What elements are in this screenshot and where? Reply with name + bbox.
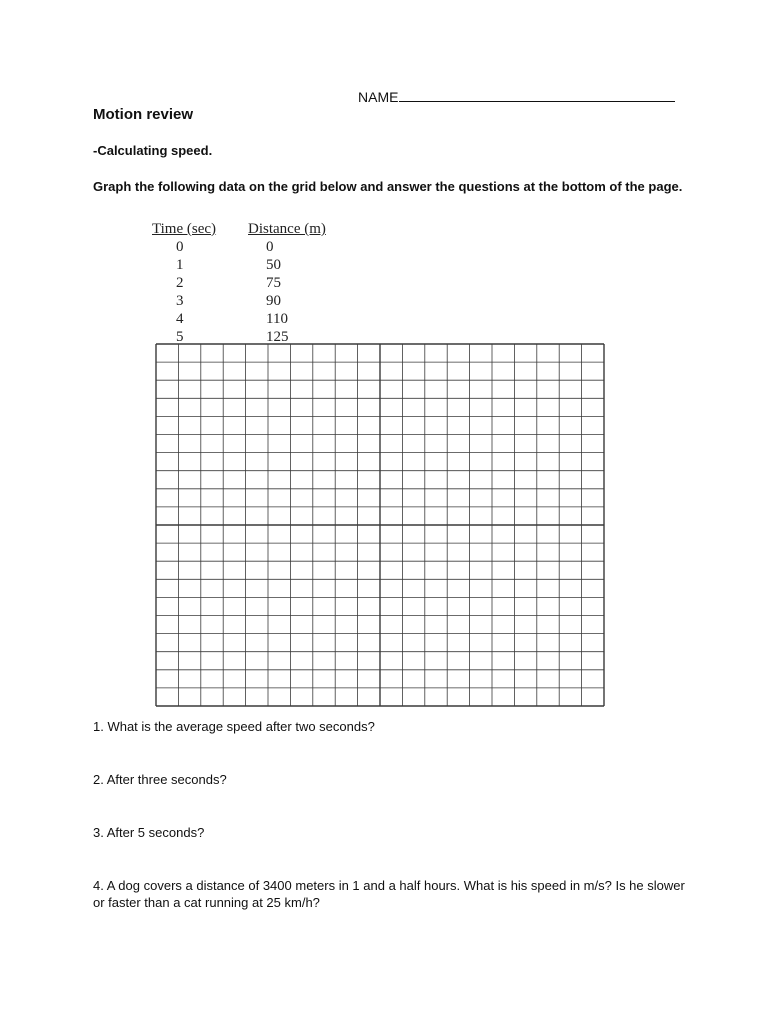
table-cell-time: 4 [176,311,184,327]
table-cell-distance: 75 [266,275,281,291]
name-blank-line[interactable] [399,88,675,102]
data-table [152,220,348,346]
table-cell-time: 3 [176,293,184,309]
instructions: Graph the following data on the grid below and answer the questions at the bottom of the page. [93,179,683,194]
table-cell-distance: 0 [266,239,274,255]
table-header-distance: Distance (m) [248,221,326,237]
table-cell-distance: 50 [266,257,281,273]
table-cell-time: 0 [176,239,184,255]
table-cell-time: 1 [176,257,184,273]
table-row [152,238,348,256]
table-header-row [152,220,348,238]
name-field[interactable] [358,88,675,105]
question-2: 2. After three seconds? [93,772,227,787]
table-cell-distance: 125 [266,329,289,345]
question-3: 3. After 5 seconds? [93,825,205,840]
table-cell-time: 5 [176,329,184,345]
table-cell-time: 2 [176,275,184,291]
table-header-time: Time (sec) [152,221,217,237]
table-cell-distance: 110 [266,311,288,327]
table-row [152,310,348,328]
section-subtitle: -Calculating speed. [93,143,213,158]
name-label: NAME [358,89,399,105]
question-1: 1. What is the average speed after two seconds? [93,719,375,734]
table-row [152,256,348,274]
question-4: 4. A dog covers a distance of 3400 meters in 1 and a half hours. What is his speed in m/s? Is he slower or faster than a cat running at 25 km/h? [93,878,685,910]
table-row [152,292,348,310]
table-cell-distance: 90 [266,293,281,309]
page-title: Motion review [93,106,194,123]
graph-grid[interactable] [155,343,605,707]
table-row [152,274,348,292]
